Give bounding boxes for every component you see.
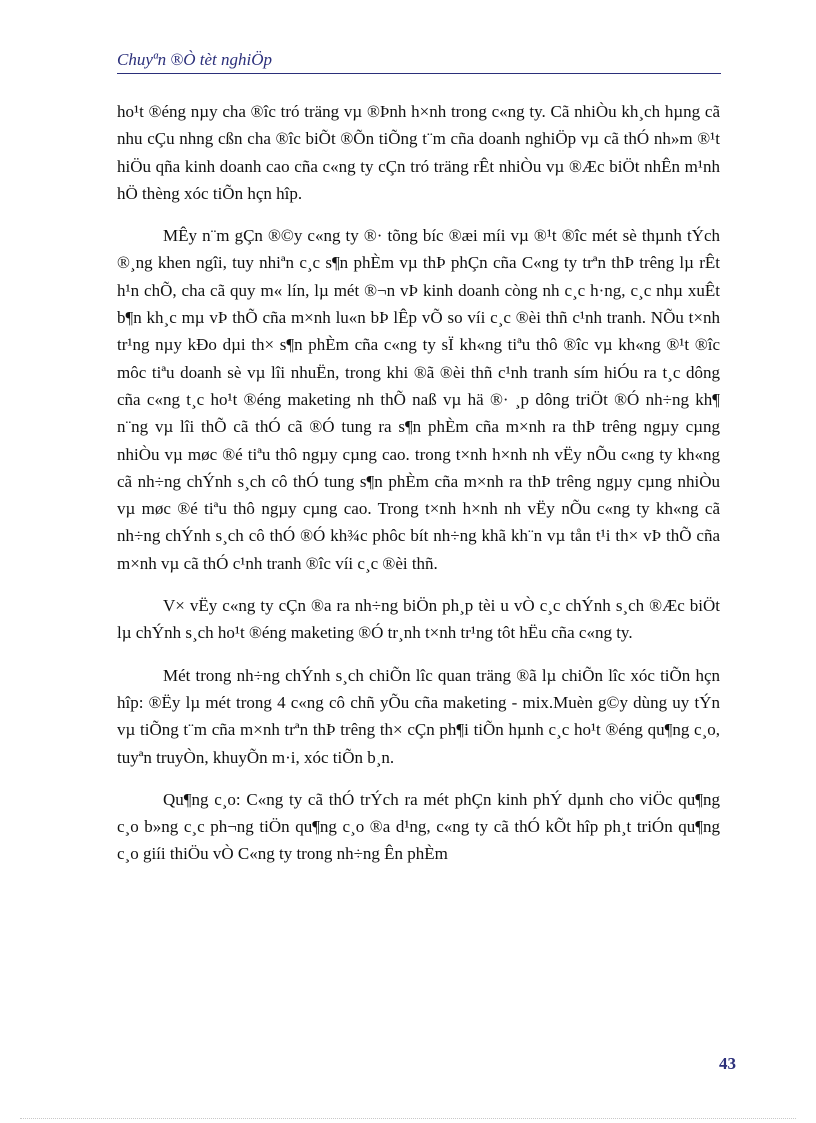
page-number: 43	[719, 1054, 736, 1073]
paragraph: Qu¶ng c¸o: C«ng ty cã thÓ trÝch ra mét phÇn kinh phÝ dµnh cho viÖc qu¶ng c¸o b»ng c¸c ph¬ng tiÖn qu¶ng c¸o ®a d¹ng, c«ng ty cã thÓ kÕt hîp ph¸t triÓn qu¶ng c¸o giíi thiÖu vÒ C«ng ty trong nh÷ng Ên phÈm	[117, 789, 720, 864]
page-bottom-divider	[20, 1118, 796, 1119]
document-title: Chuyªn ®Ò tèt nghiÖp	[117, 50, 273, 69]
paragraph: MÊy n¨m gÇn ®©y c«ng ty ®· tõng bíc ®æi míi vµ ®¹t ®îc mét sè thµnh tÝch ®¸ng khen ngîi, tuy nhiªn c¸c s¶n phÈm vµ thÞ phÇn cña C«ng ty trªn thÞ trêng lµ rÊt h¹n chÕ, cha cã quy m« lín, lµ mét ®¬n vÞ kinh doanh còng nh c¸c h·ng, c¸c nhµ xuÊt b¶n kh¸c mµ vÞ thÕ cña m×nh lu«n bÞ lÊp vÕ so víi c¸c ®èi thñ c¹nh tranh. NÕu t×nh tr¹ng nµy kÐo dµi th× s¶n phÈm cña c«ng ty sÏ kh«ng tiªu thô ®îc vµ kh«ng ®¹t ®îc môc tiªu doanh sè vµ lîi nhuËn, trong khi ®ã ®èi thñ c¹nh tranh sím hiÓu ra t¸c dông cña c«ng t¸c ho¹t ®éng maketing nh thÕ naß vµ hä ®· ¸p dông triÖt ®Ó nh÷ng kh¶ n¨ng vµ lîi thÕ cã thÓ cã ®Ó tung ra s¶n phÈm cña m×nh ra thÞ trêng ngµy cµng nhiÒu vµ møc ®é tiªu thô ngµy cµng cao. trong t×nh h×nh nh vËy nÕu c«ng ty kh«ng cã nh÷ng chÝnh s¸ch cô thÓ tung s¶n phÈm cña m×nh ra thÞ trêng ngµy cµng nhiÒu vµ møc ®é tiªu thô ngµy cµng cao. Trong t×nh h×nh nh vËy nÕu c«ng ty kh«ng cã nh÷ng chÝnh s¸ch cô thÓ ®Ó kh¾c phôc bít nh÷ng khã kh¨n vµ tån t¹i th× vÞ thÕ cña m×nh vµ cã thÓ c¹nh tranh ®îc víi c¸c ®èi thñ.	[117, 226, 720, 573]
paragraph: V× vËy c«ng ty cÇn ®a ra nh÷ng biÖn ph¸p tèi u vÒ c¸c chÝnh s¸ch ®Æc biÖt lµ chÝnh s¸ch ho¹t ®éng maketing ®Ó tr¸nh t×nh tr¹ng tôt hËu cña c«ng ty.	[117, 596, 720, 643]
paragraph: Mét trong nh÷ng chÝnh s¸ch chiÕn lîc quan träng ®ã lµ chiÕn lîc xóc tiÕn hçn hîp: ®Ëy lµ mét trong 4 c«ng cô chñ yÕu cña maketing - mix.Muèn g©y dùng uy tÝn vµ tiÕng t¨m cña m×nh trªn thÞ trêng th× cÇn ph¶i tiÕn hµnh c¸c ho¹t ®éng qu¶ng c¸o, tuyªn truyÒn, khuyÕn m·i, xóc tiÕn b¸n.	[117, 665, 720, 767]
document-body	[117, 98, 720, 868]
page-header	[117, 50, 721, 74]
paragraph: ho¹t ®éng nµy cha ®îc tró träng vµ ®Þnh h×nh trong c«ng ty. Cã nhiÒu kh¸ch hµng cã nhu cÇu nhng cßn cha ®îc biÕt ®Õn tiÕng t¨m cña doanh nghiÖp vµ cã thÓ nh»m ®¹t hiÖu qña kinh doanh cao cña c«ng ty cÇn tró träng rÊt nhiÒu vµ ®Æc biÖt nhÊn m¹nh hÖ thèng xóc tiÕn hçn hîp.	[117, 102, 720, 203]
